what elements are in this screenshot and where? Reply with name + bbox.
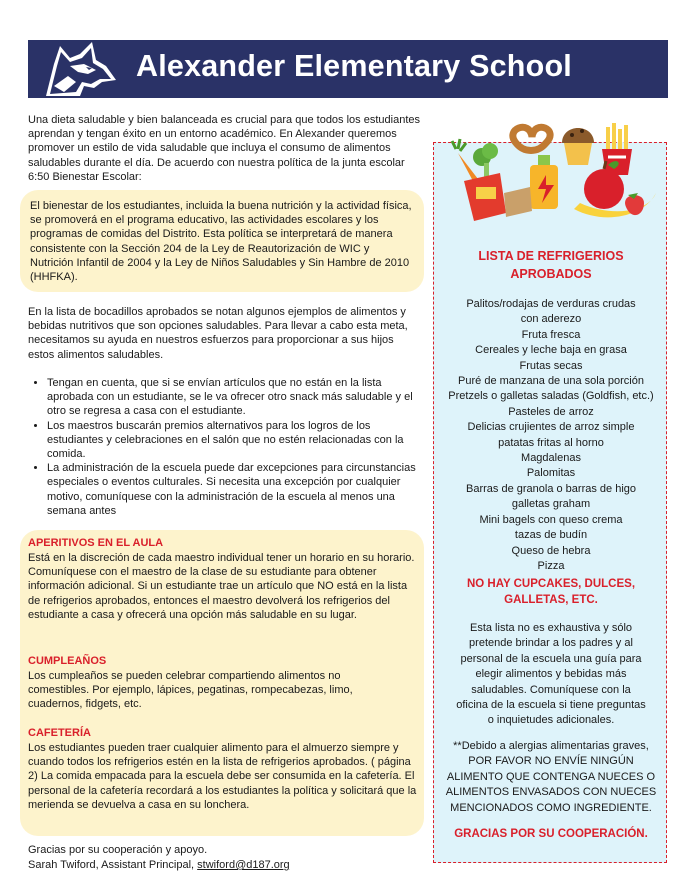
section-heading-cafeteria: CAFETERÍA — [28, 727, 91, 739]
husky-logo-icon — [40, 36, 120, 102]
snack-paragraph: En la lista de bocadillos aprobados se notan algunos ejemplos de alimentos y bebidas nutritivos que son opciones saludables. Para llevar a cabo esta meta, necesitamos su ayuda en nuestros esfuerzos para proporcionar a sus hijos estos alimentos saludables. — [28, 306, 408, 361]
section-text-classroom: Está en la discreción de cada maestro individual tener un horario en su horario. Comuníquese con el maestro de la clase de su estudiante para obtener información adicional. Si un estudiante trae un artículo que NO está en la lista de refrigerios aprobados, entonces el maestro devolverá los refrigerios del estudiante a casa y ofrecerá una opción más saludable en su lugar. — [28, 552, 415, 621]
section-heading-birthdays: CUMPLEAÑOS — [28, 655, 107, 667]
snack-item: Cereales y leche baja en grasa — [475, 344, 627, 357]
policy-bullet-list — [33, 376, 422, 518]
snack-item: Pizza — [537, 559, 565, 572]
sidebar-thanks: GRACIAS POR SU COOPERACIÓN. — [454, 828, 648, 840]
signature-name: Sarah Twiford, Assistant Principal, — [28, 859, 195, 871]
no-sweets-notice: NO HAY CUPCAKES, DULCES, GALLETAS, ETC. — [466, 578, 636, 606]
snack-item: Barras de granola o barras de higo — [466, 482, 636, 495]
page-title: Alexander Elementary School — [136, 49, 572, 83]
snack-foods-illustration-icon — [434, 113, 668, 223]
section-heading-classroom: APERITIVOS EN EL AULA — [28, 537, 164, 549]
section-text-birthdays: Los cumpleaños se pueden celebrar compartiendo alimentos no comestibles. Por ejemplo, lápices, pegatinas, rompecabezas, limo, cuadernos, fidgets, etc. — [28, 670, 353, 711]
approved-snacks-panel — [433, 142, 667, 863]
snack-item: tazas de budín — [514, 529, 588, 542]
signature-line — [28, 858, 290, 872]
snack-item: Palitos/rodajas de verduras crudas con aderezo — [466, 298, 636, 326]
approved-snacks-heading: LISTA DE REFRIGERIOS APROBADOS — [478, 249, 624, 281]
snack-item: Fruta fresca — [521, 328, 581, 341]
snack-item: galletas graham — [511, 498, 591, 511]
snack-item: Frutas secas — [519, 359, 583, 372]
snack-item: Queso de hebra — [511, 544, 591, 557]
nut-allergy-notice: **Debido a alergias alimentarias graves, POR FAVOR NO ENVÍE NINGÚN ALIMENTO QUE CONTENGA NUECES O ALIMENTOS ENVASADOS CON NUECES MENCIONADOS COMO INGREDIENTE. — [445, 740, 657, 814]
snack-item: Pretzels o galletas saladas (Goldfish, etc.) — [448, 390, 654, 403]
snack-item: Magdalenas — [521, 452, 581, 465]
list-disclaimer: Esta lista no es exhaustiva y sólo pretende brindar a los padres y al personal de la escuela una guía para elegir alimentos y bebidas más saludables. Comuníquese con la oficina de la escuela si tiene preguntas o inquietudes adicionales. — [456, 622, 646, 727]
policy-text: El bienestar de los estudiantes, incluida la buena nutrición y la actividad física, se promoverá en el programa educativo, las actividades escolares y los programas de comidas del Distrito. Esta política se interpretará de manera consistente con la Sección 204 de la Ley de Reautorización de WIC y Nutrición Infantil de 2004 y la Ley de Niños Saludables y Sin Hambre de 2010 (HHFKA). — [30, 200, 412, 284]
closing-thanks: Gracias por su cooperación y apoyo. — [28, 844, 208, 856]
snack-item: Delicias crujientes de arroz simple — [467, 421, 635, 434]
snack-item: Pasteles de arroz — [508, 405, 594, 418]
snack-item: Mini bagels con queso crema — [479, 513, 623, 526]
snack-item: Puré de manzana de una sola porción — [458, 375, 644, 388]
snack-item: patatas fritas al horno — [498, 436, 604, 449]
bullet-item: • Los maestros buscarán premios alternativos para los logros de los estudiantes y celebraciones en el salón que no estén relacionadas con la comida. — [47, 419, 422, 462]
bullet-item: • La administración de la escuela puede dar excepciones para circunstancias especiales o eventos culturales. Si necesita una excepción por cualquier motivo, comuníquese con la administración de la escuela al menos una semana antes — [47, 461, 422, 518]
bullet-item: • Tengan en cuenta, que si se envían artículos que no están en la lista aprobada con un estudiante, se le va ofrecer otro snack más saludable y el otro se regresa a casa con el estudiante. — [47, 376, 422, 419]
section-text-cafeteria: Los estudiantes pueden traer cualquier alimento para el almuerzo siempre y cuando todos los refrigerios estén en la lista de refrigerios aprobados. ( página 2) La comida empacada para la escuela debe ser consumida en la cafetería. El personal de la cafetería recordará a los estudiantes la política y solicitará que la merienda se devuelva a casa en su lonchera. — [28, 742, 417, 811]
approved-snacks-list — [434, 297, 668, 574]
snack-item: Palomitas — [526, 467, 576, 480]
intro-paragraph: Una dieta saludable y bien balanceada es crucial para que todos los estudiantes aprendan y tengan éxito en un entorno académico. En Alexander queremos promover un estilo de vida saludable que incluya el consumo de alimentos saludables durante el día. De acuerdo con nuestra política de la junta escolar 6:50 Bienestar Escolar: — [28, 114, 420, 183]
email-link[interactable]: stwiford@d187.org — [197, 859, 290, 871]
